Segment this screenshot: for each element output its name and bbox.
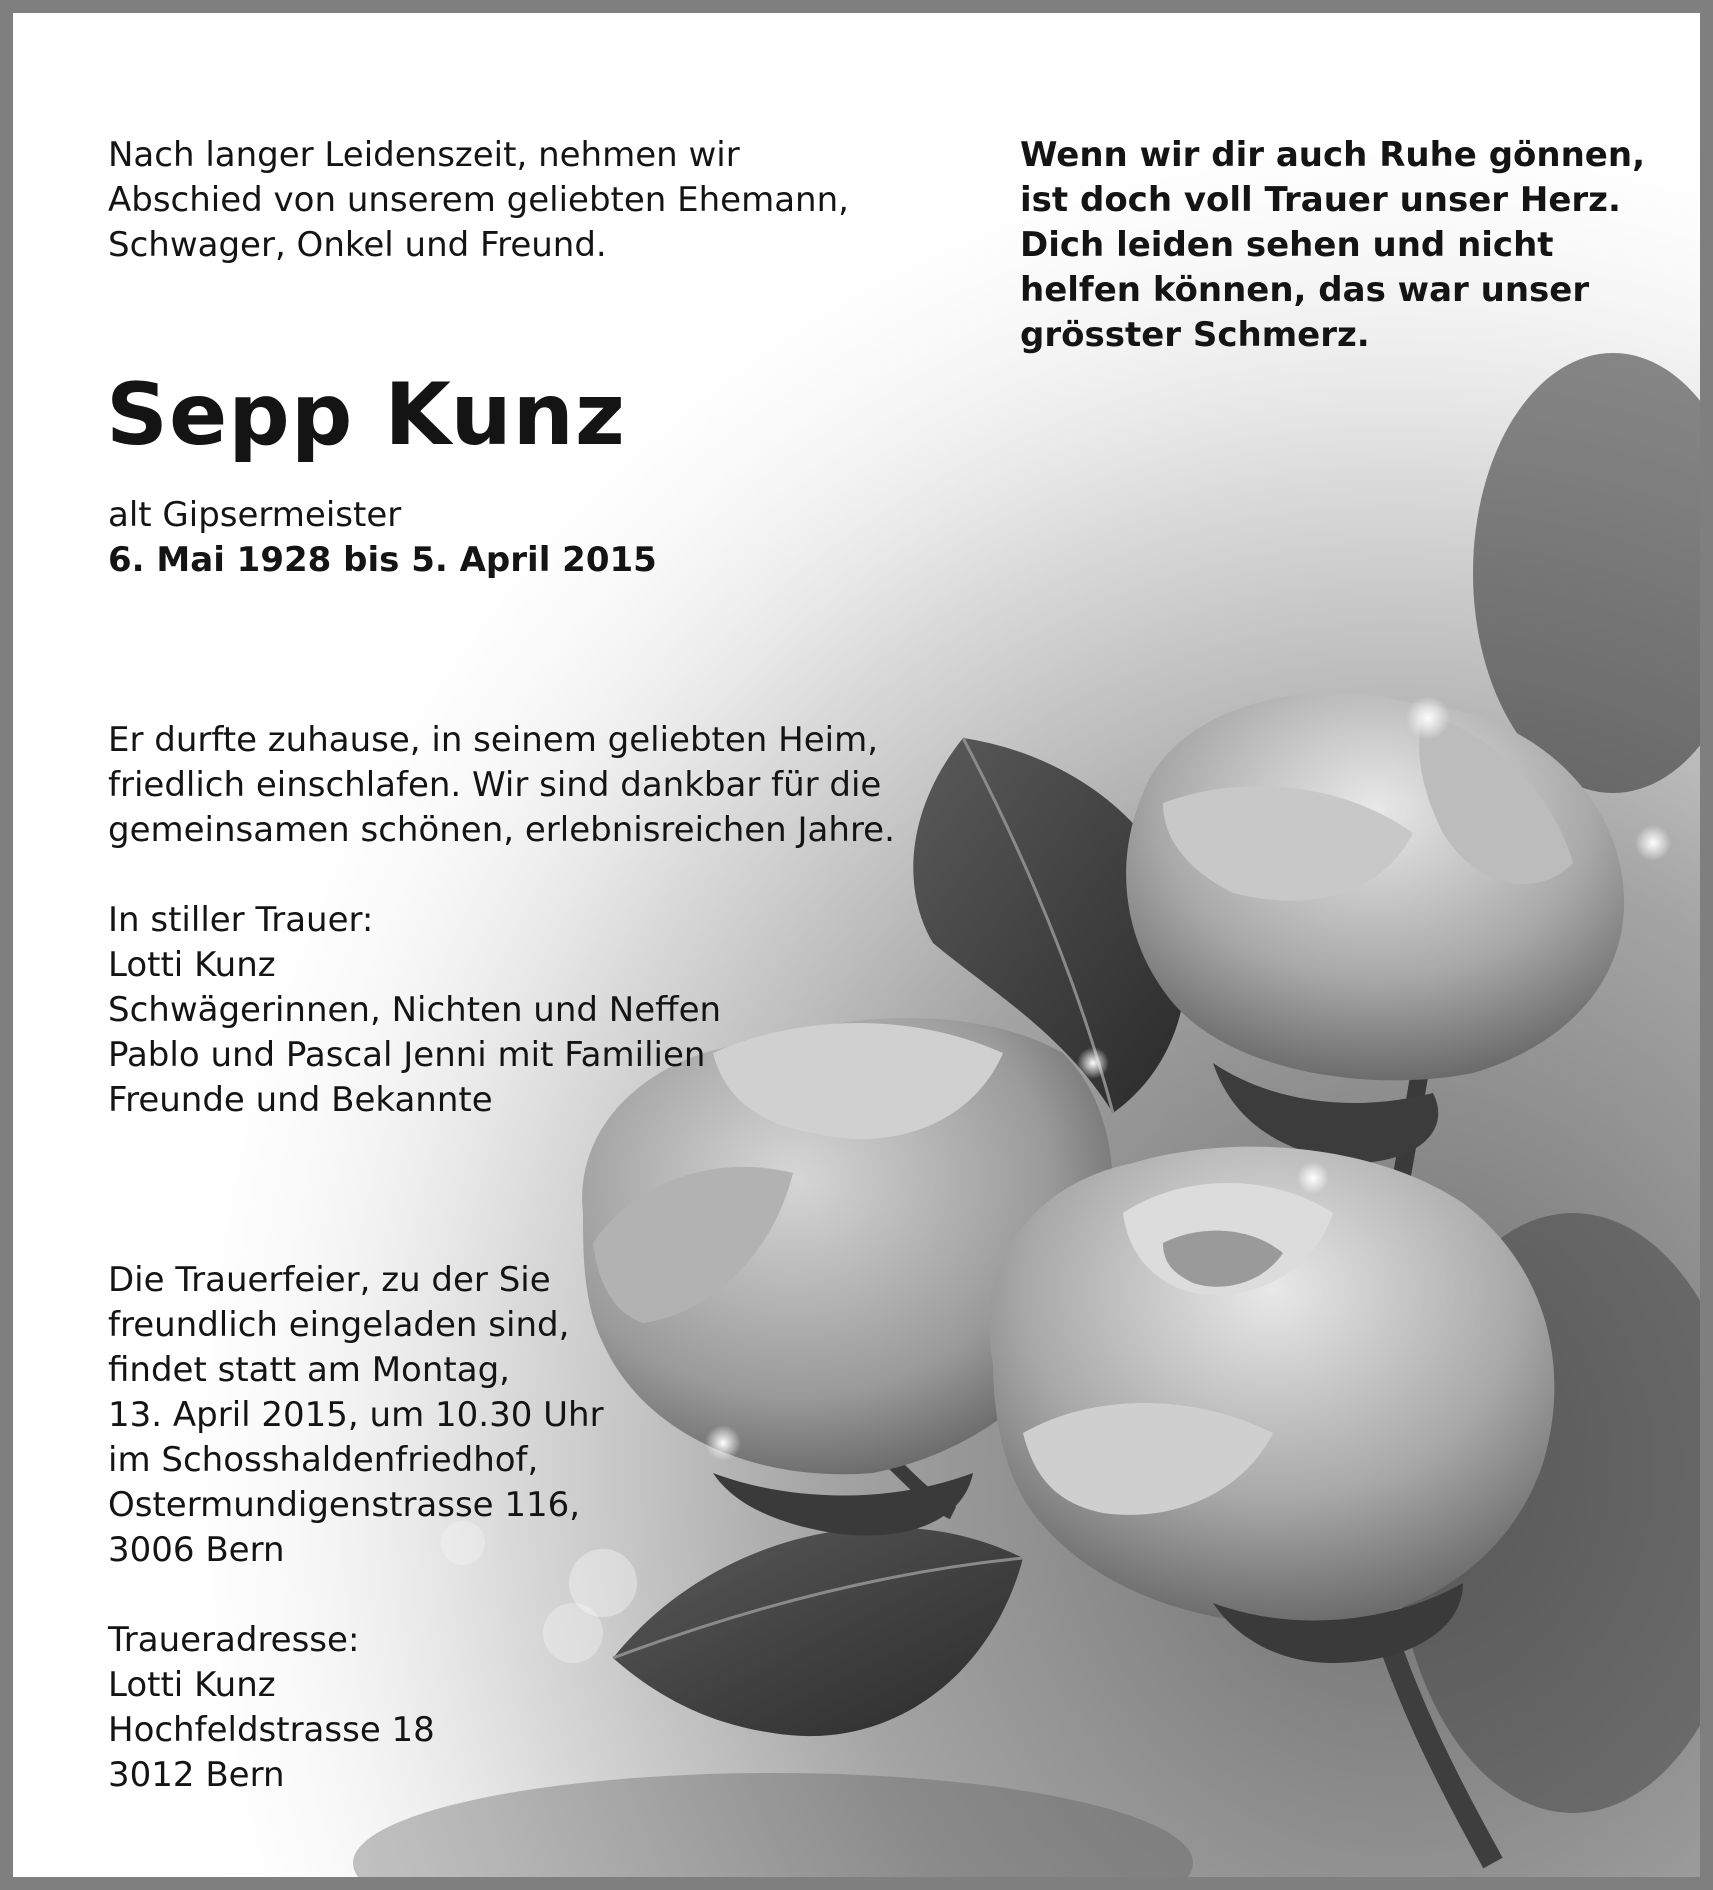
address-line: 3012 Bern [108, 1755, 285, 1795]
deceased-dates: 6. Mai 1928 bis 5. April 2015 [108, 540, 657, 580]
mourner-name: Freunde und Bekannte [108, 1080, 493, 1120]
address-line: Lotti Kunz [108, 1665, 276, 1705]
mourner-name: Schwägerinnen, Nichten und Neffen [108, 990, 722, 1030]
ceremony-line: im Schosshaldenfriedhof, [108, 1440, 539, 1480]
deceased-name: Sepp Kunz [106, 365, 626, 465]
mourners-list [108, 898, 721, 1123]
intro-text [108, 133, 849, 268]
ceremony-line: Ostermundigenstrasse 116, [108, 1485, 581, 1525]
motto-line: ist doch voll Trauer unser Herz. [1020, 180, 1621, 220]
deceased-title: alt Gipsermeister [108, 495, 402, 535]
mourning-address [108, 1618, 435, 1798]
address-line: Hochfeldstrasse 18 [108, 1710, 435, 1750]
message-line: Er durfte zuhause, in seinem geliebten Heim, [108, 720, 879, 760]
ceremony-line: Die Trauerfeier, zu der Sie [108, 1260, 551, 1300]
motto-line: Wenn wir dir auch Ruhe gönnen, [1020, 135, 1645, 175]
intro-line: Schwager, Onkel und Freund. [108, 225, 607, 265]
message-line: gemeinsamen schönen, erlebnisreichen Jahre. [108, 810, 895, 850]
ceremony-line: 3006 Bern [108, 1530, 285, 1570]
ceremony-line: 13. April 2015, um 10.30 Uhr [108, 1395, 604, 1435]
mourner-name: Pablo und Pascal Jenni mit Familien [108, 1035, 706, 1075]
motto-line: helfen können, das war unser [1020, 270, 1590, 310]
ceremony-line: freundlich eingeladen sind, [108, 1305, 570, 1345]
ceremony-line: findet statt am Montag, [108, 1350, 510, 1390]
message-line: friedlich einschlafen. Wir sind dankbar für die [108, 765, 882, 805]
motto-line: grösster Schmerz. [1020, 315, 1370, 355]
obituary-page [13, 13, 1700, 1877]
motto-line: Dich leiden sehen und nicht [1020, 225, 1554, 265]
intro-line: Abschied von unserem geliebten Ehemann, [108, 180, 849, 220]
mourner-name: Lotti Kunz [108, 945, 276, 985]
address-heading: Traueradresse: [108, 1620, 360, 1660]
motto-verse [1020, 133, 1645, 358]
mourners-heading: In stiller Trauer: [108, 900, 374, 940]
message-text [108, 718, 895, 853]
ceremony-details [108, 1258, 604, 1573]
intro-line: Nach langer Leidenszeit, nehmen wir [108, 135, 740, 175]
